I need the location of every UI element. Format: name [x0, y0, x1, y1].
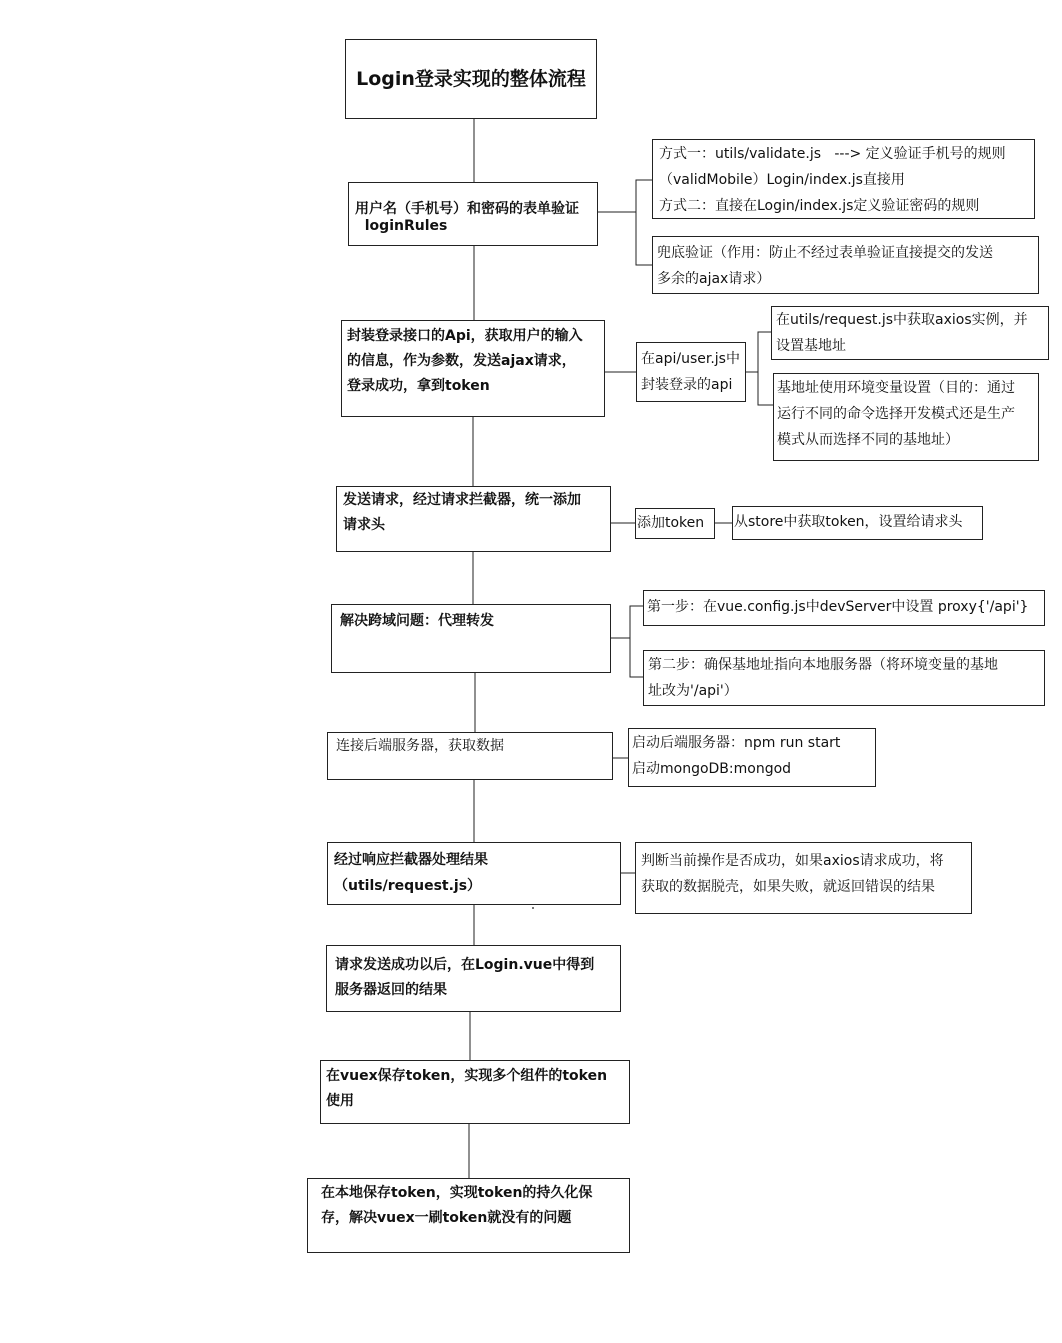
detail-box: 第一步：在vue.config.js中devServer中设置 proxy{'/api'} [643, 590, 1045, 626]
detail-box: 从store中获取token，设置给请求头 [732, 506, 983, 540]
step-box: 解决跨域问题：代理转发 [331, 604, 611, 673]
step-box: 请求发送成功以后，在Login.vue中得到 服务器返回的结果 [326, 945, 621, 1012]
connector-bracket [746, 332, 773, 405]
detail-box: 兜底验证（作用：防止不经过表单验证直接提交的发送 多余的ajax请求） [652, 236, 1039, 294]
mid-box: 添加token [635, 508, 715, 539]
detail-box: 第二步：确保基地址指向本地服务器（将环境变量的基地 址改为'/api'） [643, 650, 1045, 706]
step-box: 连接后端服务器，获取数据 [327, 732, 613, 780]
stray-dot [532, 907, 534, 909]
step-box: 封装登录接口的Api，获取用户的输入 的信息，作为参数，发送ajax请求， 登录成功，拿到token [341, 320, 605, 417]
step-box: 在vuex保存token，实现多个组件的token 使用 [320, 1060, 630, 1124]
connector-bracket [611, 606, 643, 677]
detail-box: 在utils/request.js中获取axios实例，并 设置基地址 [771, 306, 1049, 360]
flow-title: Login登录实现的整体流程 [356, 67, 586, 90]
step-box: 在本地保存token，实现token的持久化保 存，解决vuex一刷token就没有的问题 [307, 1178, 630, 1253]
title-box [345, 39, 597, 119]
detail-box: 启动后端服务器：npm run start 启动mongoDB:mongod [628, 728, 876, 787]
step-box: 用户名（手机号）和密码的表单验证 loginRules [348, 182, 598, 246]
step-box: 经过响应拦截器处理结果 （utils/request.js） [327, 842, 621, 905]
mid-box: 在api/user.js中 封装登录的api [636, 342, 746, 402]
step-box: 发送请求，经过请求拦截器，统一添加 请求头 [336, 486, 611, 552]
detail-box: 判断当前操作是否成功，如果axios请求成功，将 获取的数据脱壳，如果失败，就返回错误的结果 [635, 842, 972, 914]
detail-box: 方式一：utils/validate.js ---> 定义验证手机号的规则 （validMobile）Login/index.js直接用 方式二：直接在Login/index.js定义验证密码的规则 [652, 139, 1035, 219]
detail-box: 基地址使用环境变量设置（目的：通过 运行不同的命令选择开发模式还是生产 模式从而选择不同的基地址） [773, 373, 1039, 461]
connector-bracket [598, 180, 652, 265]
